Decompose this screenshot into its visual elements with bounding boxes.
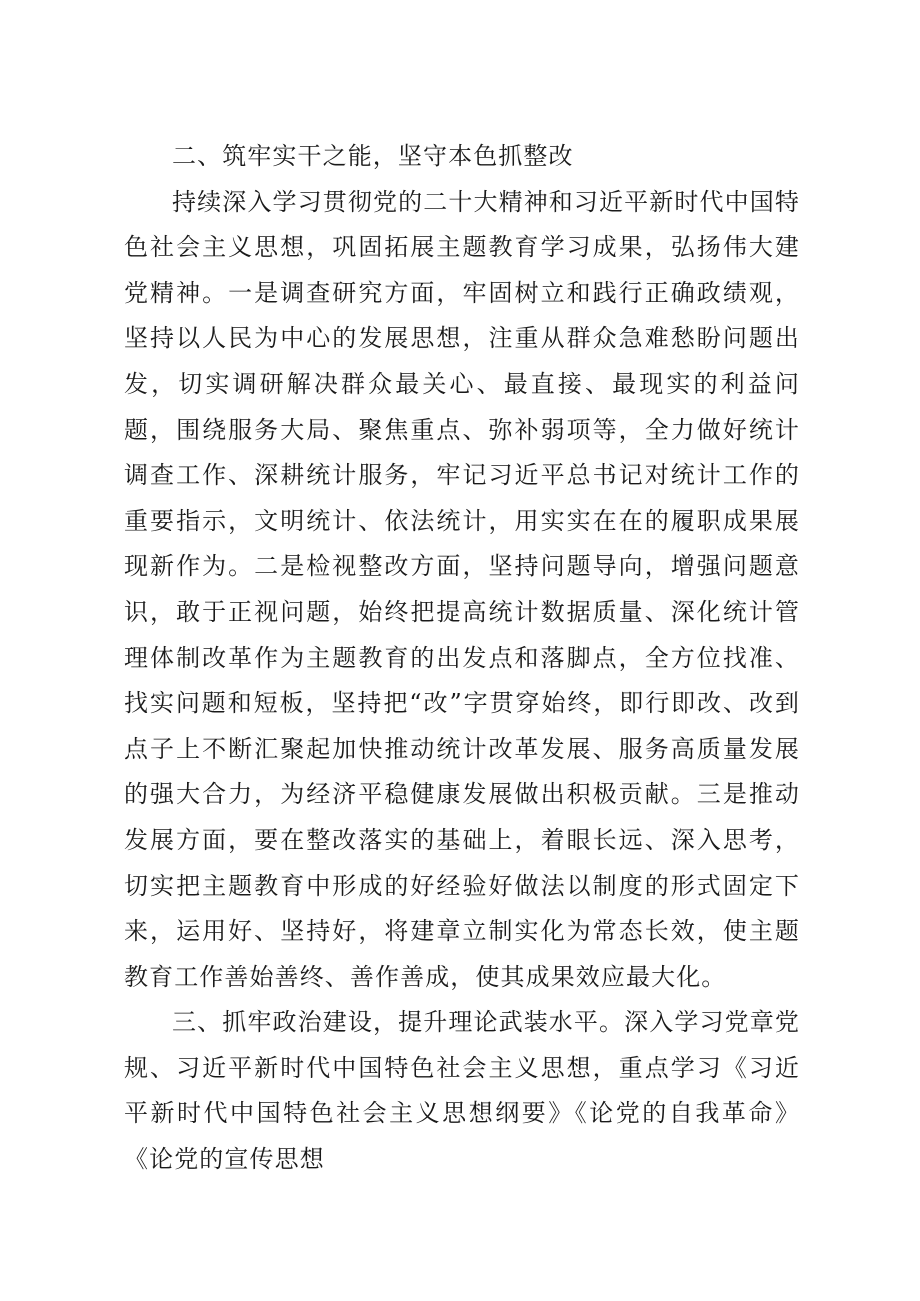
document-body [124, 134, 800, 1183]
body-paragraph: 持续深入学习贯彻党的二十大精神和习近平新时代中国特色社会主义思想，巩固拓展主题教育学习成果，弘扬伟大建党精神。一是调查研究方面，牢固树立和践行正确政绩观，坚持以人民为中心的发展思想，注重从群众急难愁盼问题出发，切实调研解决群众最关心、最直接、最现实的利益问题，围绕服务大局、聚焦重点、弥补弱项等，全力做好统计调查工作、深耕统计服务，牢记习近平总书记对统计工作的重要指示，文明统计、依法统计，用实实在在的履职成果展现新作为。二是检视整改方面，坚持问题导向，增强问题意识，敢于正视问题，始终把提高统计数据质量、深化统计管理体制改革作为主题教育的出发点和落脚点，全方位找准、找实问题和短板，坚持把“改”字贯穿始终，即行即改、改到点子上不断汇聚起加快推动统计改革发展、服务高质量发展的强大合力，为经济平稳健康发展做出积极贡献。三是推动发展方面，要在整改落实的基础上，着眼长远、深入思考，切实把主题教育中形成的好经验好做法以制度的形式固定下来，运用好、坚持好，将建章立制实化为常态长效，使主题教育工作善始善终、善作善成，使其成果效应最大化。 [124, 187, 800, 991]
section-heading-two: 二、筑牢实干之能，坚守本色抓整改 [172, 142, 574, 170]
section-heading-three-paragraph: 三、抓牢政治建设，提升理论武装水平。深入学习党章党规、习近平新时代中国特色社会主义思想，重点学习《习近平新时代中国特色社会主义思想纲要》《论党的自我革命》《论党的宣传思想 [124, 1008, 800, 1174]
